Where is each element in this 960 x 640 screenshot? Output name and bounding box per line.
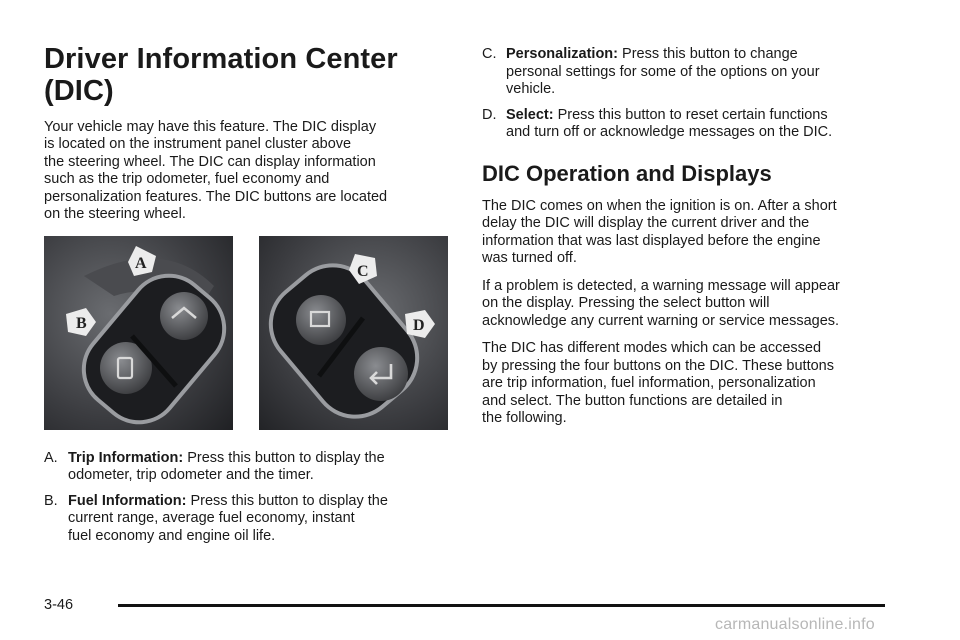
item-label: Fuel Information: [68, 492, 187, 509]
button-item-b [44, 493, 444, 546]
paragraph-2: If a problem is detected, a warning message will appear on the display. Pressing the select button will acknowledge any current warning or service messages. [482, 277, 840, 329]
photo-buttons-c-d [259, 236, 448, 430]
button-item-d [482, 107, 892, 142]
item-text: Press this button to reset certain functions and turn off or acknowledge messages on the DIC. [506, 106, 833, 140]
section-title: DIC Operation and Displays [482, 160, 772, 186]
item-text: Press this button to display the odometer, trip odometer and the timer. [68, 449, 385, 484]
steering-wheel-buttons-photos [44, 236, 448, 430]
page-number: 3-46 [44, 597, 74, 613]
callout-c: C [357, 262, 369, 280]
paragraph-3: The DIC has different modes which can be accessed by pressing the four buttons on the DIC. These buttons are trip information, fuel information, personalization and select. The button functions are detailed in the following. [482, 340, 834, 427]
callout-a: A [135, 254, 147, 272]
intro-paragraph: Your vehicle may have this feature. The DIC display is located on the instrument panel cluster above the steering wheel. The DIC can display information such as the trip odometer, fuel economy and personalization features. The DIC buttons are located on the steering wheel. [44, 118, 388, 223]
right-column [482, 46, 892, 438]
item-label: Personalization: [506, 46, 618, 62]
photo-buttons-a-b [44, 236, 233, 430]
item-text: Press this button to display the current range, average fuel economy, instant fuel economy and engine oil life. [68, 492, 388, 544]
button-item-a [44, 450, 444, 485]
item-label: Trip Information: [68, 449, 184, 466]
watermark: carmanualsonline.info [715, 616, 875, 633]
item-letter: C. [482, 46, 497, 62]
callout-d: D [413, 316, 425, 334]
item-label: Select: [506, 106, 554, 123]
paragraph-1: The DIC comes on when the ignition is on. After a short delay the DIC will display the current driver and the information that was last displayed before the engine was turned off. [482, 197, 837, 267]
footer-divider [118, 604, 885, 607]
item-letter: A. [44, 449, 58, 466]
callout-b: B [76, 314, 87, 332]
item-text: Press this button to change personal settings for some of the options on your vehicle. [506, 46, 820, 97]
item-letter: D. [482, 106, 497, 123]
item-letter: B. [44, 492, 58, 509]
left-column [44, 44, 444, 553]
button-item-c [482, 46, 892, 99]
page-title: Driver Information Center (DIC) [44, 43, 398, 107]
